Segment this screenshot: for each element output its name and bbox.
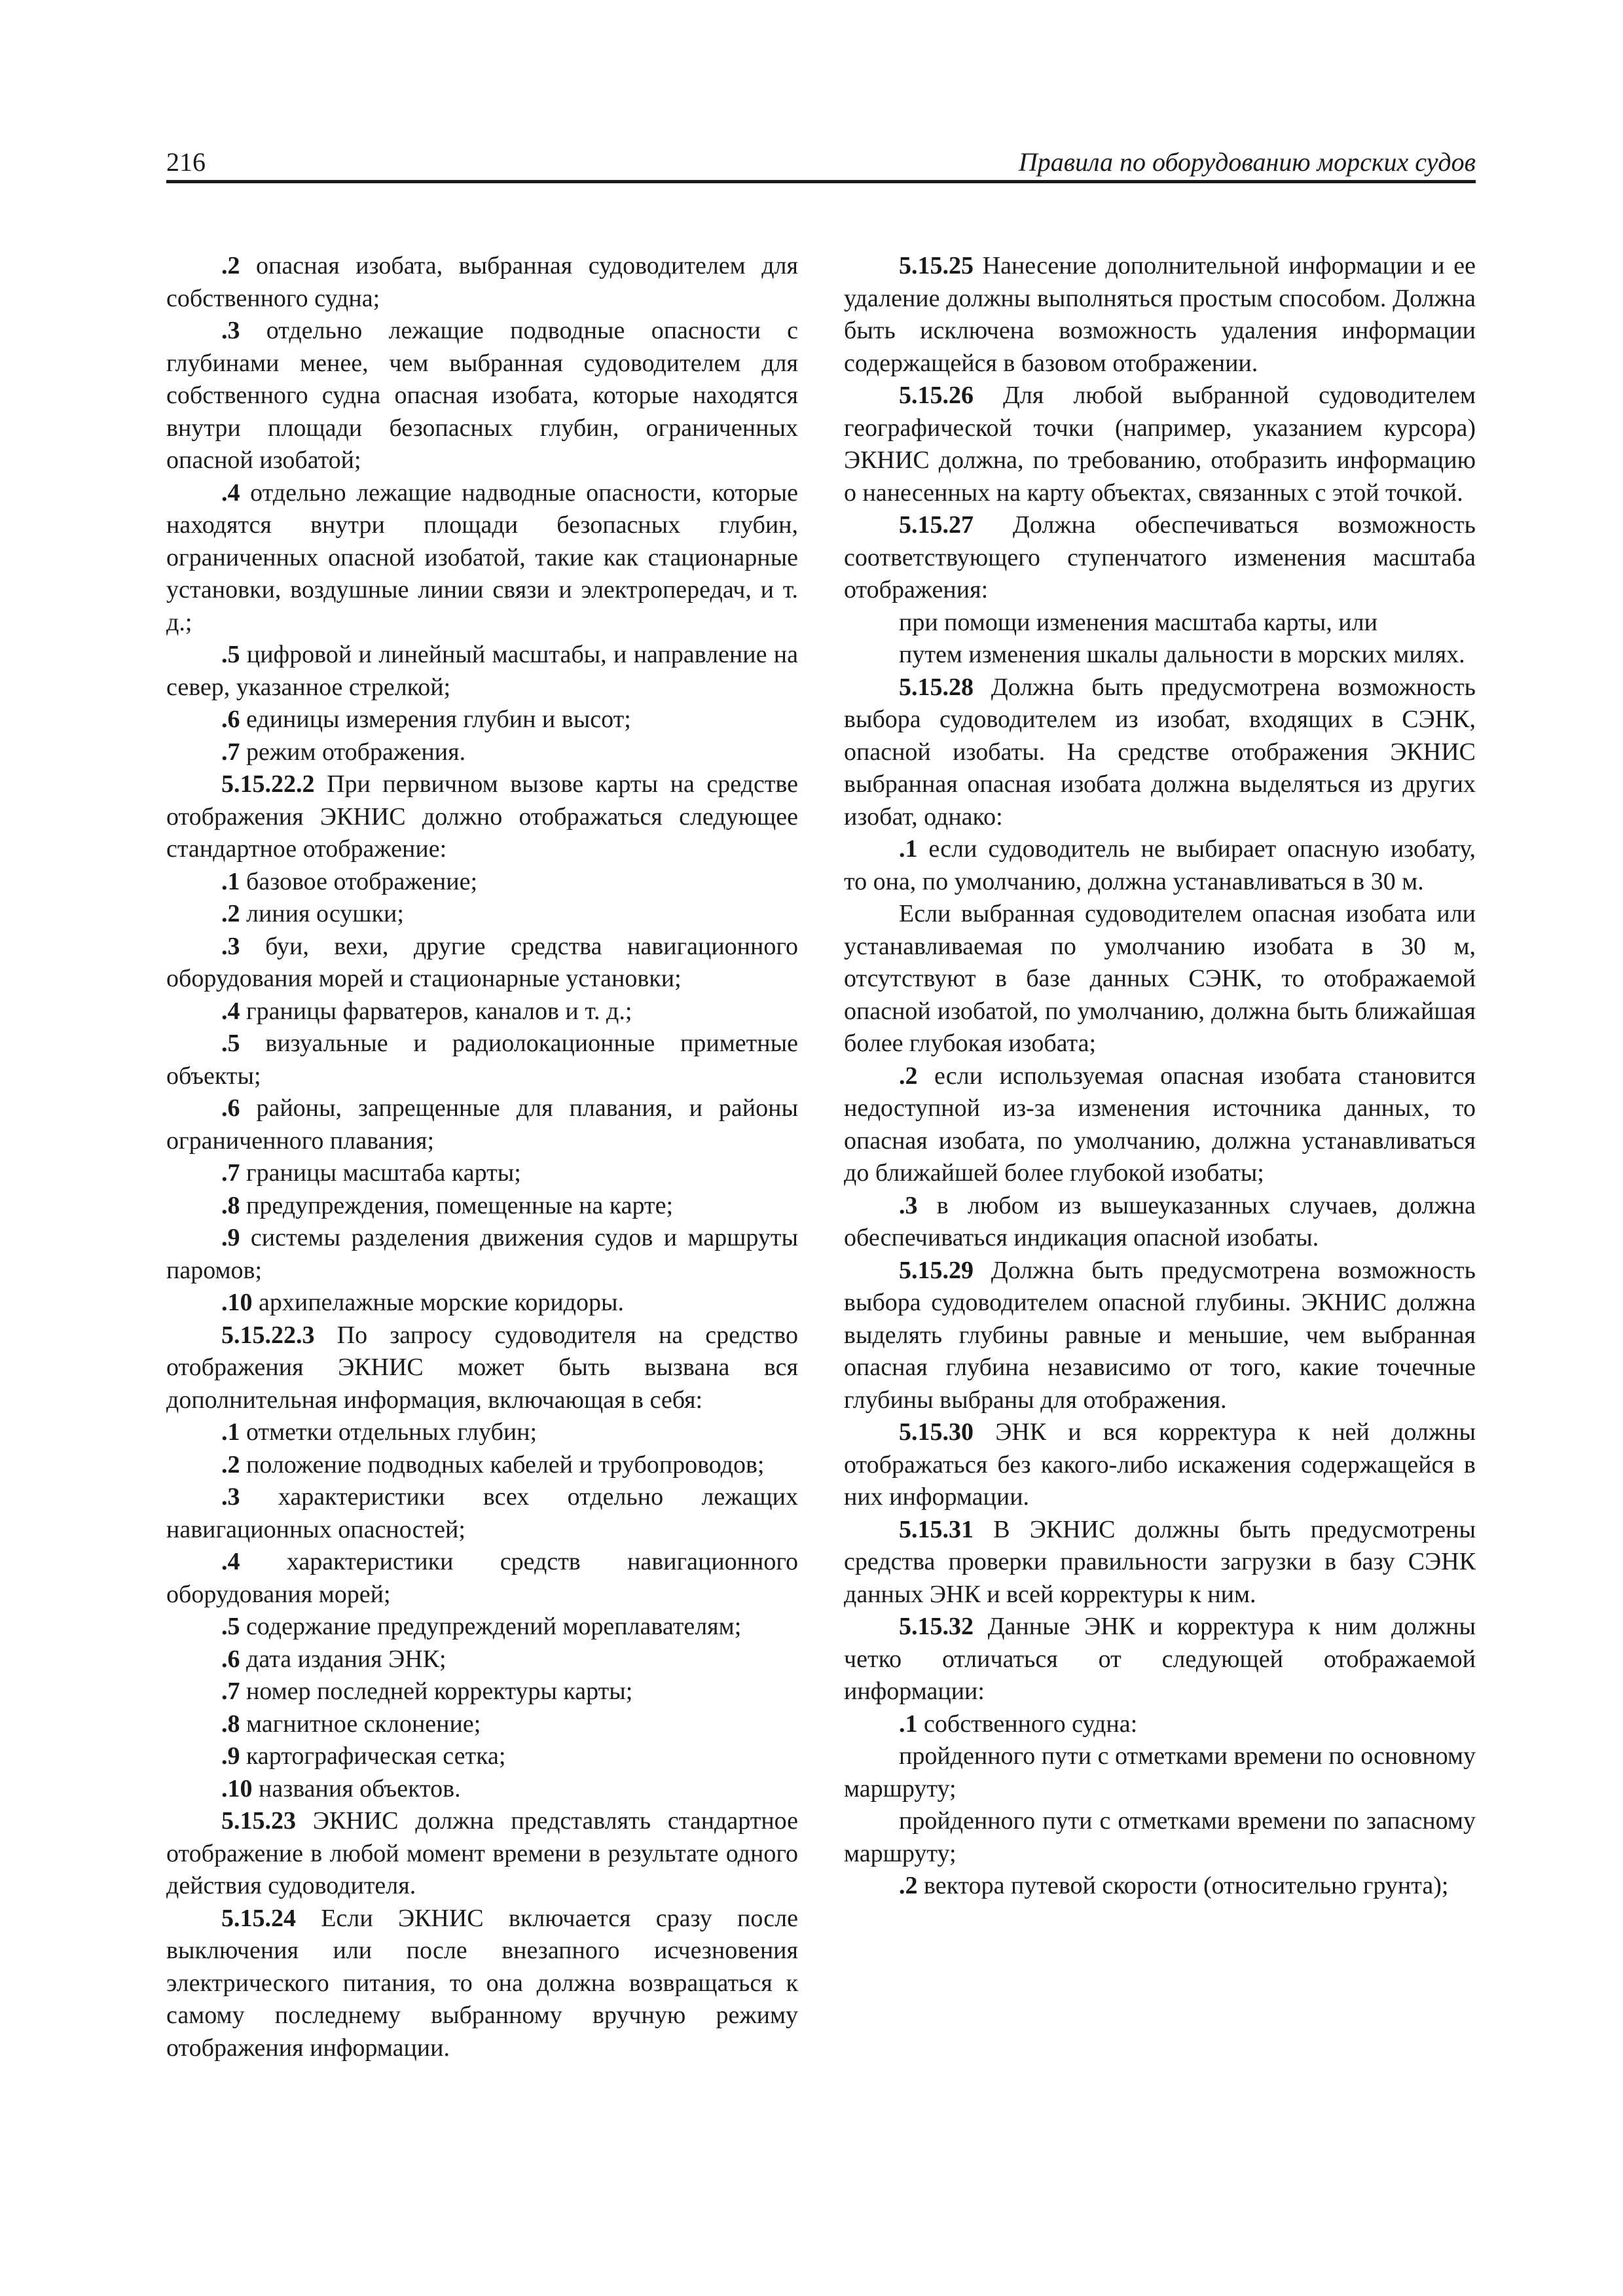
paragraph-text: режим отображения. [240, 738, 466, 766]
paragraph [844, 639, 1476, 672]
paragraph-number: .10 [221, 1774, 253, 1803]
paragraph-number: .1 [899, 835, 918, 863]
paragraph [166, 996, 798, 1028]
paragraph-number: 5.15.23 [221, 1807, 296, 1835]
paragraph-text: Если выбранная судоводителем опасная изобата или устанавливаемая по умолчанию изобата в 30 м, отсутствуют в базе данных СЭНК, то отображаемой опасной изобатой, по умолчанию, должна быть ближайшая более глубокая изобата; [844, 900, 1476, 1057]
paragraph-text: районы, запрещенные для плавания, и районы ограниченного плавания; [166, 1094, 798, 1155]
header-rule [166, 180, 1476, 183]
paragraph-number: 5.15.26 [899, 382, 974, 409]
paragraph [844, 1514, 1476, 1611]
paragraph-number: .8 [221, 1710, 240, 1738]
paragraph-text: При первичном вызове карты на средстве отображения ЭКНИС должно отображаться следующее стандартное отображение: [166, 770, 798, 863]
paragraph [166, 768, 798, 866]
paragraph-number: .6 [221, 706, 240, 733]
paragraph-text: Должна быть предусмотрена возможность выбора судоводителем из изобат, входящих в СЭНК, опасной изобаты. На средстве отображения ЭКНИС выбранная опасная изобата должна выделяться из других изобат, однако: [844, 673, 1476, 831]
paragraph [844, 833, 1476, 898]
paragraph-text: визуальные и радиолокационные приметные объекты; [166, 1030, 798, 1090]
paragraph-text: опасная изобата, выбранная судоводителем для собственного судна; [166, 252, 798, 312]
page-number: 216 [166, 147, 206, 177]
paragraph-number: .4 [221, 478, 240, 507]
paragraph [844, 380, 1476, 509]
paragraph-number: .3 [221, 1483, 240, 1511]
paragraph-number: 5.15.25 [899, 252, 974, 279]
paragraph [166, 1449, 798, 1482]
paragraph-text: буи, вехи, другие средства навигационного оборудования морей и стационарные установки; [166, 932, 798, 992]
paragraph-text: архипелажные морские коридоры. [252, 1289, 625, 1316]
paragraph-number: .2 [221, 1450, 240, 1479]
paragraph [166, 1611, 798, 1643]
paragraph-text: Должна быть предусмотрена возможность выбора судоводителем опасной глубины. ЭКНИС должна выделять глубины равные и меньшие, чем выбранная опасная глубина независимо от того, какие точечные глубины выбраны для отображения. [844, 1256, 1476, 1414]
paragraph-text: границы масштаба карты; [240, 1159, 521, 1187]
paragraph-number: .2 [899, 1062, 918, 1090]
paragraph [166, 1708, 798, 1741]
paragraph [166, 898, 798, 931]
paragraph-number: 5.15.22.3 [221, 1321, 315, 1349]
paragraph [844, 1255, 1476, 1417]
paragraph-number: .1 [221, 867, 240, 895]
paragraph-text: характеристики всех отдельно лежащих навигационных опасностей; [166, 1483, 798, 1543]
paragraph-text: собственного судна: [917, 1710, 1138, 1738]
paragraph-text: предупреждения, помещенные на карте; [240, 1191, 674, 1219]
paragraph-number: 5.15.32 [899, 1613, 974, 1640]
paragraph-text: цифровой и линейный масштабы, и направление на север, указанное стрелкой; [166, 641, 798, 701]
paragraph-text: границы фарватеров, каналов и т. д.; [240, 997, 632, 1025]
paragraph-text: линия осушки; [240, 900, 404, 927]
paragraph-text: ЭНК и вся корректура к ней должны отображаться без какого-либо искажения содержащейся в них информации. [844, 1418, 1476, 1511]
paragraph [844, 1060, 1476, 1190]
paragraph [166, 1740, 798, 1773]
paragraph [844, 1708, 1476, 1741]
paragraph [166, 704, 798, 736]
paragraph [166, 1092, 798, 1157]
paragraph-number: 5.15.30 [899, 1418, 974, 1446]
paragraph-number: .2 [899, 1872, 918, 1899]
paragraph-number: .3 [221, 932, 240, 960]
paragraph [166, 736, 798, 769]
paragraph-number: .7 [221, 1159, 240, 1187]
paragraph-number: .6 [221, 1094, 240, 1122]
paragraph-number: .1 [221, 1418, 240, 1446]
paragraph-text: содержание предупреждений мореплавателям; [240, 1613, 742, 1640]
paragraph-number: .7 [221, 1677, 240, 1705]
paragraph-text: В ЭКНИС должны быть предусмотрены средства проверки правильности загрузки в базу СЭНК данных ЭНК и всей корректуры к ним. [844, 1515, 1476, 1608]
paragraph-text: единицы измерения глубин и высот; [240, 706, 631, 733]
paragraph [844, 1611, 1476, 1708]
paragraph [844, 250, 1476, 380]
right-column [844, 250, 1476, 1903]
paragraph-number: 5.15.27 [899, 511, 974, 539]
paragraph [844, 1805, 1476, 1870]
paragraph-number: 5.15.22.2 [221, 770, 315, 798]
paragraph-text: при помощи изменения масштаба карты, или [899, 608, 1377, 636]
paragraph-number: 5.15.24 [221, 1904, 296, 1932]
paragraph-number: .7 [221, 738, 240, 766]
paragraph-text: отметки отдельных глубин; [240, 1418, 538, 1446]
paragraph-number: 5.15.29 [899, 1256, 974, 1284]
left-column [166, 250, 798, 2064]
paragraph [844, 509, 1476, 607]
paragraph-text: магнитное склонение; [240, 1710, 481, 1738]
paragraph-text: базовое отображение; [240, 867, 478, 895]
paragraph-number: .5 [221, 1613, 240, 1640]
paragraph [166, 1157, 798, 1190]
paragraph-number: 5.15.28 [899, 673, 974, 701]
paragraph-number: .2 [221, 252, 240, 279]
paragraph-text: пройденного пути с отметками времени по запасному маршруту; [844, 1807, 1476, 1867]
paragraph [844, 672, 1476, 834]
paragraph-text: отдельно лежащие надводные опасности, которые находятся внутри площади безопасных глубин, ограниченных опасной изобатой, такие как стационарные установки, воздушные линии связи и электропередач, и т. д.; [166, 478, 798, 636]
paragraph-text: системы разделения движения судов и маршруты паромов; [166, 1224, 798, 1284]
paragraph-text: картографическая сетка; [240, 1742, 506, 1770]
paragraph [166, 1773, 798, 1806]
paragraph-text: если судоводитель не выбирает опасную изобату, то она, по умолчанию, должна устанавливаться в 30 м. [844, 835, 1476, 895]
running-title: Правила по оборудованию морских судов [1018, 147, 1476, 177]
paragraph-text: Если ЭКНИС включается сразу после выключения или после внезапного исчезновения электрического питания, то она должна возвращаться к самому последнему выбранному вручную режиму отображения информации. [166, 1904, 798, 2062]
paragraph-number: .3 [221, 317, 240, 344]
paragraph-number: .3 [899, 1191, 918, 1219]
paragraph-number: .6 [221, 1645, 240, 1673]
paragraph [844, 898, 1476, 1060]
paragraph-text: вектора путевой скорости (относительно грунта); [917, 1872, 1449, 1899]
page-header [166, 145, 1476, 179]
paragraph [166, 1319, 798, 1417]
paragraph [166, 639, 798, 704]
paragraph-text: дата издания ЭНК; [240, 1645, 447, 1673]
paragraph-number: .4 [221, 997, 240, 1025]
paragraph [166, 1805, 798, 1903]
paragraph [844, 1416, 1476, 1514]
paragraph [166, 477, 798, 639]
paragraph-text: если используемая опасная изобата становится недоступной из-за изменения источника данных, то опасная изобата, по умолчанию, должна устанавливаться до ближайшей более глубокой изобаты; [844, 1062, 1476, 1187]
paragraph [166, 1903, 798, 2065]
paragraph [166, 1643, 798, 1676]
paragraph [166, 1190, 798, 1223]
paragraph [166, 931, 798, 996]
paragraph-number: .4 [221, 1548, 240, 1575]
paragraph [166, 1481, 798, 1546]
paragraph [166, 1676, 798, 1708]
paragraph-number: .10 [221, 1289, 253, 1316]
paragraph-text: характеристики средств навигационного оборудования морей; [166, 1548, 798, 1608]
paragraph-text: Нанесение дополнительной информации и ее удаление должны выполняться простым способом. Должна быть исключена возможность удаления информации содержащейся в базовом отображении. [844, 252, 1476, 377]
paragraph [166, 250, 798, 315]
paragraph-number: .9 [221, 1742, 240, 1770]
paragraph-number: .5 [221, 641, 240, 668]
paragraph [166, 315, 798, 477]
paragraph-text: положение подводных кабелей и трубопроводов; [240, 1450, 765, 1479]
paragraph-number: .2 [221, 900, 240, 927]
paragraph-text: в любом из вышеуказанных случаев, должна обеспечиваться индикация опасной изобаты. [844, 1191, 1476, 1251]
paragraph-number: 5.15.31 [899, 1515, 974, 1543]
paragraph [166, 1416, 798, 1449]
paragraph-text: Данные ЭНК и корректура к ним должны четко отличаться от следующей отображаемой информации: [844, 1613, 1476, 1705]
paragraph [844, 1190, 1476, 1255]
paragraph-number: .5 [221, 1030, 240, 1057]
paragraph-text: ЭКНИС должна представлять стандартное отображение в любой момент времени в результате одного действия судоводителя. [166, 1807, 798, 1899]
paragraph-number: .8 [221, 1191, 240, 1219]
paragraph-text: Должна обеспечиваться возможность соответствующего ступенчатого изменения масштаба отображения: [844, 511, 1476, 603]
paragraph [844, 607, 1476, 639]
paragraph [166, 1028, 798, 1092]
paragraph-text: По запросу судоводителя на средство отображения ЭКНИС может быть вызвана вся дополнительная информация, включающая в себя: [166, 1321, 798, 1414]
paragraph [166, 866, 798, 899]
paragraph [166, 1546, 798, 1611]
paragraph-text: путем изменения шкалы дальности в морских милях. [899, 641, 1465, 668]
paragraph-number: .1 [899, 1710, 918, 1738]
paragraph [844, 1870, 1476, 1903]
paragraph [166, 1287, 798, 1319]
paragraph-text: Для любой выбранной судоводителем географической точки (например, указанием курсора) ЭКНИС должна, по требованию, отобразить информацию о нанесенных на карту объектах, связанных с этой точкой. [844, 382, 1476, 507]
paragraph-text: названия объектов. [252, 1774, 461, 1803]
paragraph [844, 1740, 1476, 1805]
paragraph-text: отдельно лежащие подводные опасности с глубинами менее, чем выбранная судоводителем для собственного судна опасная изобата, которые находятся внутри площади безопасных глубин, ограниченных опасной изобатой; [166, 317, 798, 474]
paragraph-text: номер последней корректуры карты; [240, 1677, 633, 1705]
paragraph-text: пройденного пути с отметками времени по основному маршруту; [844, 1742, 1476, 1803]
paragraph [166, 1222, 798, 1287]
paragraph-number: .9 [221, 1224, 240, 1251]
